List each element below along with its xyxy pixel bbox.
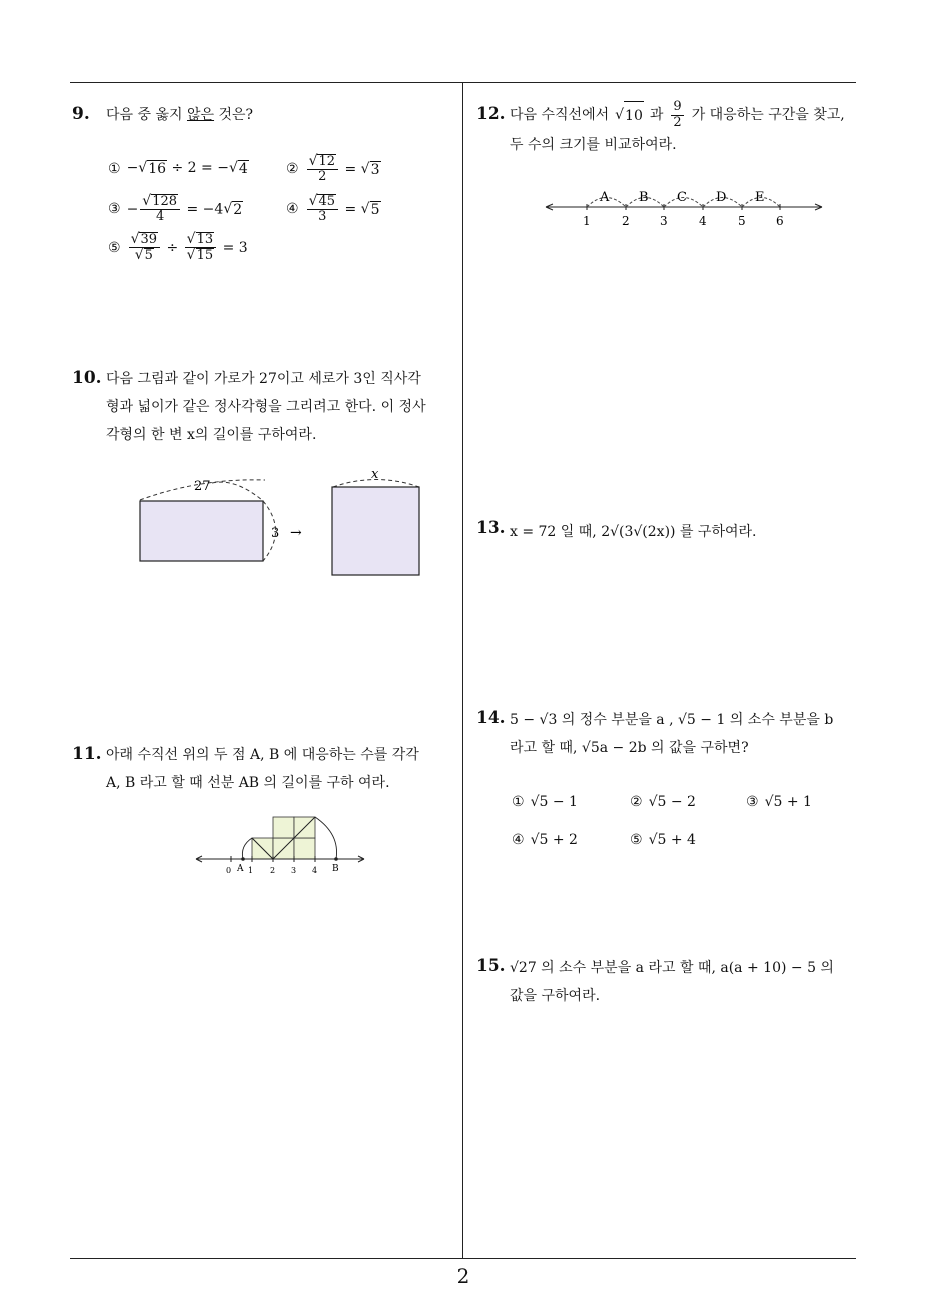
q10-square-label: x [371,470,379,482]
q12-interval-d: D [716,190,727,205]
q14-number: 14. [476,708,506,728]
q14-choice-2[interactable]: ② √5 − 2 [630,794,696,810]
q12-interval-e: E [755,190,765,205]
q12-number-line [540,184,830,230]
bottom-rule [70,1258,856,1259]
q12-interval-c: C [677,190,687,205]
q11-tick-1: 1 [248,866,254,875]
q12-tick-1: 1 [583,214,591,228]
q12-tick-3: 3 [660,214,668,228]
q14-choice-1[interactable]: ① √5 − 1 [512,794,578,810]
column-divider [462,83,463,1259]
q10-arrow: → [290,525,302,541]
q13-number: 13. [476,518,506,538]
q10-width-label: 27 [194,479,211,494]
q12-tick-2: 2 [622,214,630,228]
q10-height-label: 3 [271,526,280,541]
q14-text: 5 − √3 의 정수 부분을 a , √5 − 1 의 소수 부분을 b 라고 할 때, √5a − 2b 의 값을 구하면? [510,712,834,756]
q11-number: 11. [72,744,102,764]
q14-choice-3[interactable]: ③ √5 + 1 [746,794,812,810]
q9-choice-1[interactable]: ① − √ 16 ÷ 2 = − √ 4 [108,160,248,177]
q9-choice-2[interactable]: ② √ 12 2 = √ 3 [286,153,380,185]
q13-text: x = 72 일 때, 2√(3√(2x)) 를 구하여라. [510,524,757,540]
q12-tick-5: 5 [738,214,746,228]
top-rule [70,82,856,83]
q14-choice-5[interactable]: ⑤ √5 + 4 [630,832,696,848]
q11-point-b: B [332,864,339,874]
q14-choice-4[interactable]: ④ √5 + 2 [512,832,578,848]
q12-tick-4: 4 [699,214,707,228]
q9-choice-3[interactable]: ③ − √ 128 4 = −4 √ 2 [108,193,243,225]
q9-number: 9. [72,104,90,124]
q9-choice-5[interactable]: ⑤ √ 39 √ 5 ÷ √ 13 √ 15 = 3 [108,231,248,264]
q12-interval-b: B [639,190,649,205]
page-number: 2 [456,1264,470,1288]
q10-rectangle [140,501,263,561]
q15-text: √27 의 소수 부분을 a 라고 할 때, a(a + 10) − 5 의 값을 구하여라. [510,960,834,1004]
q11-figure [190,808,370,880]
q9-choice-4[interactable]: ④ √ 45 3 = √ 5 [286,193,380,225]
q15-number: 15. [476,956,506,976]
q10-square [332,487,419,575]
q10-figure [130,470,430,582]
q11-tick-3: 3 [291,866,297,875]
q12-number: 12. [476,104,506,124]
q11-point-a: A [237,864,244,874]
q12-interval-a: A [600,190,610,205]
q11-text: 아래 수직선 위의 두 점 A, B 에 대응하는 수를 각각 A, B 라고 할 때 선분 AB 의 길이를 구하 여라. [106,747,419,791]
q10-number: 10. [72,368,102,388]
q11-tick-2: 2 [270,866,276,875]
q9-underlined: 않은 [186,107,215,123]
q9-text: 다음 중 옳지 않은 것은? [106,107,254,123]
q11-tick-0: 0 [226,866,232,875]
q10-text: 다음 그림과 같이 가로가 27이고 세로가 3인 직사각 형과 넓이가 같은 정사각형을 그리려고 한다. 이 정사 각형의 한 변 x의 길이를 구하여라. [106,371,426,443]
q12-text: 다음 수직선에서 √ 10 과 $\frac{9}{2}$ 가 대응하는 구간을 찾고, 두 수의 크기를 비교하여라. [510,99,845,153]
q12-tick-6: 6 [776,214,784,228]
q11-tick-4: 4 [312,866,318,875]
